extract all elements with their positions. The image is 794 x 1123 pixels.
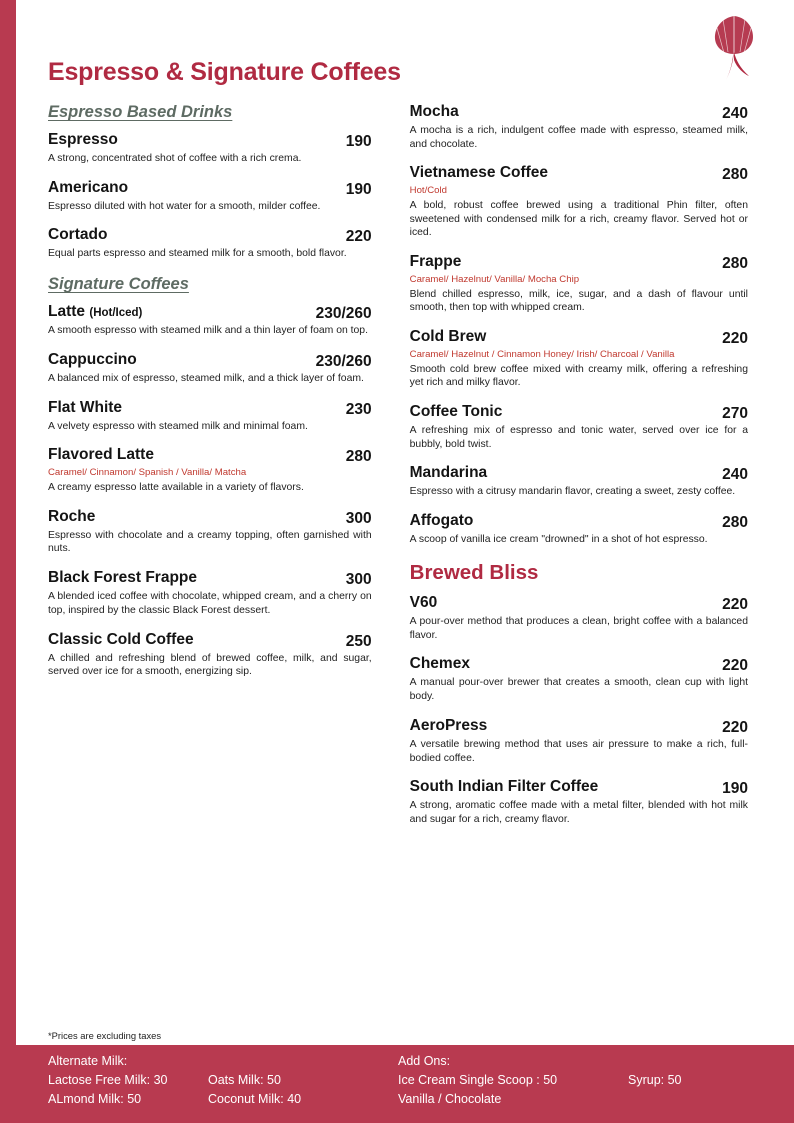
item-name: V60 [409,593,438,611]
item-description: A velvety espresso with steamed milk and minimal foam. [48,420,308,432]
item-name: Vietnamese Coffee [409,164,549,182]
menu-item[interactable] [48,631,372,679]
menu-item[interactable] [410,403,748,451]
add-ons-left: Ice Cream Single Scoop : 50 [398,1073,558,1087]
menu-item[interactable] [48,303,372,338]
menu-item[interactable] [48,179,372,214]
alternate-milk-left: ALmond Milk: 50 [48,1092,142,1107]
menu-item[interactable] [410,164,748,240]
item-price: 220 [722,330,748,348]
menu-item[interactable] [410,594,748,642]
menu-item[interactable] [410,103,748,151]
footer-bar [0,1045,794,1123]
item-variant: (Hot/Iced) [89,307,143,320]
menu-item[interactable] [48,399,372,434]
item-price: 300 [345,509,372,527]
item-price: 190 [345,133,372,150]
menu-item[interactable] [410,778,748,826]
item-options: Caramel/ Cinnamon/ Spanish / Vanilla/ Matcha [48,467,247,479]
left-accent-bar [0,0,16,1123]
item-name: Flavored Latte [48,446,154,464]
item-name: Black Forest Frappe [48,569,198,587]
item-name: AeroPress [409,716,488,734]
item-description: A blended iced coffee with chocolate, whipped cream, and a cherry on top, inspired by the classic Black Forest dessert. [48,591,372,616]
item-price: 300 [345,571,372,589]
right-column [410,103,748,840]
item-description: Equal parts espresso and steamed milk for a smooth, bold flavor. [48,248,347,260]
item-name: Chemex [409,655,470,673]
item-name: Cortado [48,226,108,244]
add-ons-block [398,1054,758,1110]
item-description: A smooth espresso with steamed milk and a thin layer of foam on top. [48,325,368,337]
menu-item[interactable] [410,253,748,315]
item-name: Classic Cold Coffee [48,630,194,648]
item-description: A bold, robust coffee brewed using a traditional Phin filter, often sweetened with condensed milk for a rich, creamy flavor. Served hot or iced. [409,199,748,239]
menu-item[interactable] [48,508,372,556]
item-name: Cappuccino [48,350,137,368]
item-description: A mocha is a rich, indulgent coffee made with espresso, steamed milk, and chocolate. [409,125,748,150]
item-description: Espresso with a citrusy mandarin flavor, creating a sweet, zesty coffee. [409,486,736,498]
item-options: Caramel/ Hazelnut/ Vanilla/ Mocha Chip [409,274,580,286]
add-ons-title: Add Ons: [398,1054,451,1068]
menu-item[interactable] [410,328,748,390]
item-name: Frappe [409,253,462,271]
item-name [48,303,142,322]
menu-item[interactable] [410,464,748,499]
menu-item[interactable] [48,226,372,261]
item-price: 280 [722,166,748,184]
alternate-milk-left: Lactose Free Milk: 30 [48,1073,168,1087]
item-price: 190 [345,180,372,198]
item-description: A scoop of vanilla ice cream "drowned" in a shot of hot espresso. [409,534,708,546]
item-name: South Indian Filter Coffee [409,778,599,796]
item-name: Mocha [409,103,459,120]
add-ons-row [398,1071,758,1090]
alternate-milk-right: Oats Milk: 50 [208,1073,281,1087]
item-description: Smooth cold brew coffee mixed with creamy milk, offering a refreshing yet rich and milky flavor. [409,363,748,389]
add-ons-sub: Vanilla / Chocolate [398,1092,502,1107]
menu-item[interactable] [410,512,748,547]
item-price: 280 [722,514,748,532]
menu-item[interactable] [48,569,372,617]
price-note: *Prices are excluding taxes [48,1030,162,1041]
alternate-milk-title: Alternate Milk: [48,1054,128,1068]
menu-item[interactable] [48,351,372,386]
item-price: 270 [722,405,748,423]
item-name: Cold Brew [409,328,487,346]
alternate-milk-row [48,1090,398,1109]
item-name: Affogato [409,512,474,530]
item-price: 230/260 [315,305,372,323]
item-name: Americano [48,178,129,196]
add-ons-right: Syrup: 50 [628,1073,682,1087]
item-name: Flat White [48,398,123,416]
item-price: 240 [722,105,748,122]
item-description: Espresso diluted with hot water for a smooth, milder coffee. [48,200,321,212]
menu-item[interactable] [410,717,748,765]
item-description: A chilled and refreshing blend of brewed coffee, milk, and sugar, served over ice for a smooth, energizing sip. [48,652,372,678]
section-heading-espresso-based: Espresso Based Drinks [48,103,233,121]
item-price: 230 [345,400,372,418]
item-name-text: Latte [48,303,86,321]
item-description: Espresso with chocolate and a creamy topping, often garnished with nuts. [48,529,372,555]
item-price: 220 [345,228,372,246]
left-column [48,103,372,840]
menu-item[interactable] [410,655,748,703]
item-description: A manual pour-over brewer that creates a smooth, clean cup with light body. [409,677,748,703]
page-title: Espresso & Signature Coffees [48,58,401,86]
item-options: Caramel/ Hazelnut / Cinnamon Honey/ Irish/ Charcoal / Vanilla [409,349,675,361]
item-description: A creamy espresso latte available in a variety of flavors. [48,481,304,493]
item-price: 230/260 [315,352,372,370]
item-description: A versatile brewing method that uses air pressure to make a rich, full-bodied coffee. [409,738,748,764]
item-description: A strong, concentrated shot of coffee with a rich crema. [48,153,302,164]
item-price: 220 [722,718,748,736]
menu-content [48,58,748,840]
item-description: A balanced mix of espresso, steamed milk, and a thick layer of foam. [48,372,364,384]
item-name: Espresso [48,131,118,148]
item-options: Hot/Cold [409,185,447,197]
item-price: 280 [722,255,748,273]
item-price: 190 [722,780,748,798]
alternate-milk-right: Coconut Milk: 40 [208,1092,302,1107]
menu-item[interactable] [48,446,372,494]
alternate-milk-block [48,1054,398,1110]
menu-item[interactable] [48,131,372,166]
alternate-milk-row [48,1071,398,1090]
item-price: 250 [345,632,372,650]
item-description: A refreshing mix of espresso and tonic water, served over ice for a bubbly, bold twist. [409,425,748,450]
item-description: A pour-over method that produces a clean, bright coffee with a balanced flavor. [409,615,748,641]
item-name: Coffee Tonic [409,403,503,421]
section-heading-signature: Signature Coffees [48,275,189,294]
section-heading-brewed-bliss: Brewed Bliss [409,560,539,584]
item-description: A strong, aromatic coffee made with a metal filter, blended with hot milk and sugar for a rich, creamy flavor. [409,800,748,826]
item-price: 240 [722,466,748,484]
item-name: Roche [48,507,96,525]
item-name: Mandarina [409,464,488,482]
item-price: 220 [722,657,748,675]
item-price: 280 [345,448,372,466]
item-description: Blend chilled espresso, milk, ice, sugar, and a dash of flavour until smooth, then top with whipped cream. [409,288,748,314]
item-price: 220 [722,595,748,613]
